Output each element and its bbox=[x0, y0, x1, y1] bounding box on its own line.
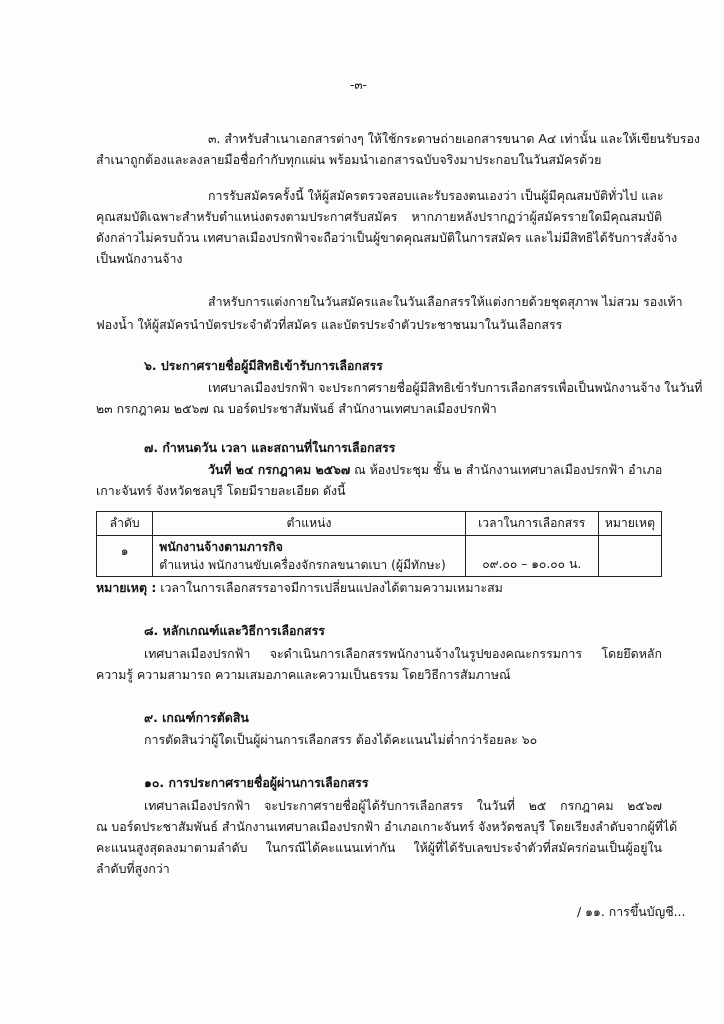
section-7-line-1-rest: ณ ห้องประชุม ชั้น ๒ สำนักงานเทศบาลเมืองปรกฟ้า อำเภอ bbox=[350, 462, 663, 477]
section-8-heading: ๘. หลักเกณฑ์และวิธีการเลือกสรร bbox=[144, 623, 325, 638]
header-position: ตำแหน่ง bbox=[153, 512, 465, 536]
header-remark: หมายเหตุ bbox=[598, 512, 661, 536]
page-number: -๓- bbox=[350, 78, 367, 92]
table-header-row bbox=[97, 512, 662, 536]
selection-schedule-table bbox=[96, 511, 662, 577]
remark-text: เวลาในการเลือกสรรอาจมีการเปลี่ยนแปลงได้ตามความเหมาะสม bbox=[156, 580, 503, 595]
section-10-line-4: ลำดับที่สูงกว่า bbox=[96, 861, 170, 876]
paragraph-qualification-line-1: การรับสมัครครั้งนี้ ให้ผู้สมัครตรวจสอบและรับรองตนเองว่า เป็นผู้มีคุณสมบัติทั่วไป และ bbox=[208, 188, 664, 203]
section-7-line-2: เกาะจันทร์ จังหวัดชลบุรี โดยมีรายละเอียด ดังนี้ bbox=[96, 483, 346, 498]
section-7-line-1 bbox=[208, 462, 662, 478]
paragraph-dress-line-2: ฟองน้ำ ให้ผู้สมัครนำบัตรประจำตัวที่สมัคร และบัตรประจำตัวประชาชนมาในวันเลือกสรร bbox=[96, 317, 563, 332]
paragraph-copies-line-1: ๓. สำหรับสำเนาเอกสารต่างๆ ให้ใช้กระดาษถ่ายเอกสารขนาด A๔ เท่านั้น และให้เขียนรับรอง bbox=[208, 131, 700, 146]
table-remark bbox=[96, 580, 503, 596]
section-6-line-2: ๒๓ กรกฎาคม ๒๕๖๗ ณ บอร์ดประชาสัมพันธ์ สำนักงานเทศบาลเมืองปรกฟ้า bbox=[96, 401, 497, 416]
section-6-line-1: เทศบาลเมืองปรกฟ้า จะประกาศรายชื่อผู้มีสิทธิเข้ารับการเลือกสรรเพื่อเป็นพนักงานจ้าง ในวันที่ bbox=[208, 380, 703, 395]
section-7-date: วันที่ ๒๔ กรกฎาคม ๒๕๖๗ bbox=[208, 462, 351, 477]
cell-order: ๑ bbox=[97, 536, 153, 577]
cell-position bbox=[153, 536, 465, 577]
header-order: ลำดับ bbox=[97, 512, 153, 536]
paragraph-copies-line-2: สำเนาถูกต้องและลงลายมือชื่อกำกับทุกแผ่น พร้อมนำเอกสารฉบับจริงมาประกอบในวันสมัครด้วย bbox=[96, 152, 602, 167]
cell-time: ๐๙.๐๐ – ๑๐.๐๐ น. bbox=[465, 536, 598, 577]
section-7-heading: ๗. กำหนดวัน เวลา และสถานที่ในการเลือกสรร bbox=[144, 440, 396, 455]
section-9-line-1: การตัดสินว่าผู้ใดเป็นผู้ผ่านการเลือกสรร ต้องได้คะแนนไม่ต่ำกว่าร้อยละ ๖๐ bbox=[144, 732, 538, 747]
paragraph-dress-line-1: สำหรับการแต่งกายในวันสมัครและในวันเลือกสรรให้แต่งกายด้วยชุดสุภาพ ไม่สวม รองเท้า bbox=[208, 294, 683, 309]
section-10-heading: ๑๐. การประกาศรายชื่อผู้ผ่านการเลือกสรร bbox=[144, 775, 369, 790]
section-10-line-2: ณ บอร์ดประชาสัมพันธ์ สำนักงานเทศบาลเมืองปรกฟ้า อำเภอเกาะจันทร์ จังหวัดชลบุรี โดยเรียงลำดับจากผู้ที่ได้ bbox=[96, 819, 678, 834]
paragraph-qualification-line-3: ดังกล่าวไม่ครบถ้วน เทศบาลเมืองปรกฟ้าจะถือว่าเป็นผู้ขาดคุณสมบัติในการสมัคร และไม่มีสิทธิได้รับการสั่งจ้าง bbox=[96, 230, 678, 245]
section-9-heading: ๙. เกณฑ์การตัดสิน bbox=[144, 710, 249, 725]
section-8-line-2: ความรู้ ความสามารถ ความเสมอภาคและความเป็นธรรม โดยวิธีการสัมภาษณ์ bbox=[96, 667, 511, 682]
section-6-heading: ๖. ประกาศรายชื่อผู้มีสิทธิเข้ารับการเลือกสรร bbox=[144, 358, 383, 373]
continuation-note: / ๑๑. การขึ้นบัญชี... bbox=[577, 904, 686, 919]
section-10-line-3: คะแนนสูงสุดลงมาตามลำดับ ในกรณีได้คะแนนเท่ากัน ให้ผู้ที่ได้รับเลขประจำตัวที่สมัครก่อนเป็นผู้อยู่ใน bbox=[96, 840, 662, 855]
cell-remark bbox=[598, 536, 661, 577]
position-title: พนักงานจ้างตามภารกิจ bbox=[159, 540, 283, 554]
section-10-line-1: เทศบาลเมืองปรกฟ้า จะประกาศรายชื่อผู้ได้รับการเลือกสรร ในวันที่ ๒๕ กรกฎาคม ๒๕๖๗ bbox=[144, 798, 662, 813]
remark-label: หมายเหตุ : bbox=[96, 580, 157, 595]
header-time: เวลาในการเลือกสรร bbox=[465, 512, 598, 536]
section-8-line-1: เทศบาลเมืองปรกฟ้า จะดำเนินการเลือกสรรพนักงานจ้างในรูปของคณะกรรมการ โดยยึดหลัก bbox=[144, 646, 662, 661]
table-row bbox=[97, 536, 662, 577]
paragraph-qualification-line-4: เป็นพนักงานจ้าง bbox=[96, 251, 183, 266]
paragraph-qualification-line-2: คุณสมบัติเฉพาะสำหรับตำแหน่งตรงตามประกาศรับสมัคร หากภายหลังปรากฏว่าผู้สมัครรายใดมีคุณสมบัติ bbox=[96, 209, 662, 224]
position-detail: ตำแหน่ง พนักงานขับเครื่องจักรกลขนาดเบา (ผู้มีทักษะ) bbox=[159, 558, 446, 572]
